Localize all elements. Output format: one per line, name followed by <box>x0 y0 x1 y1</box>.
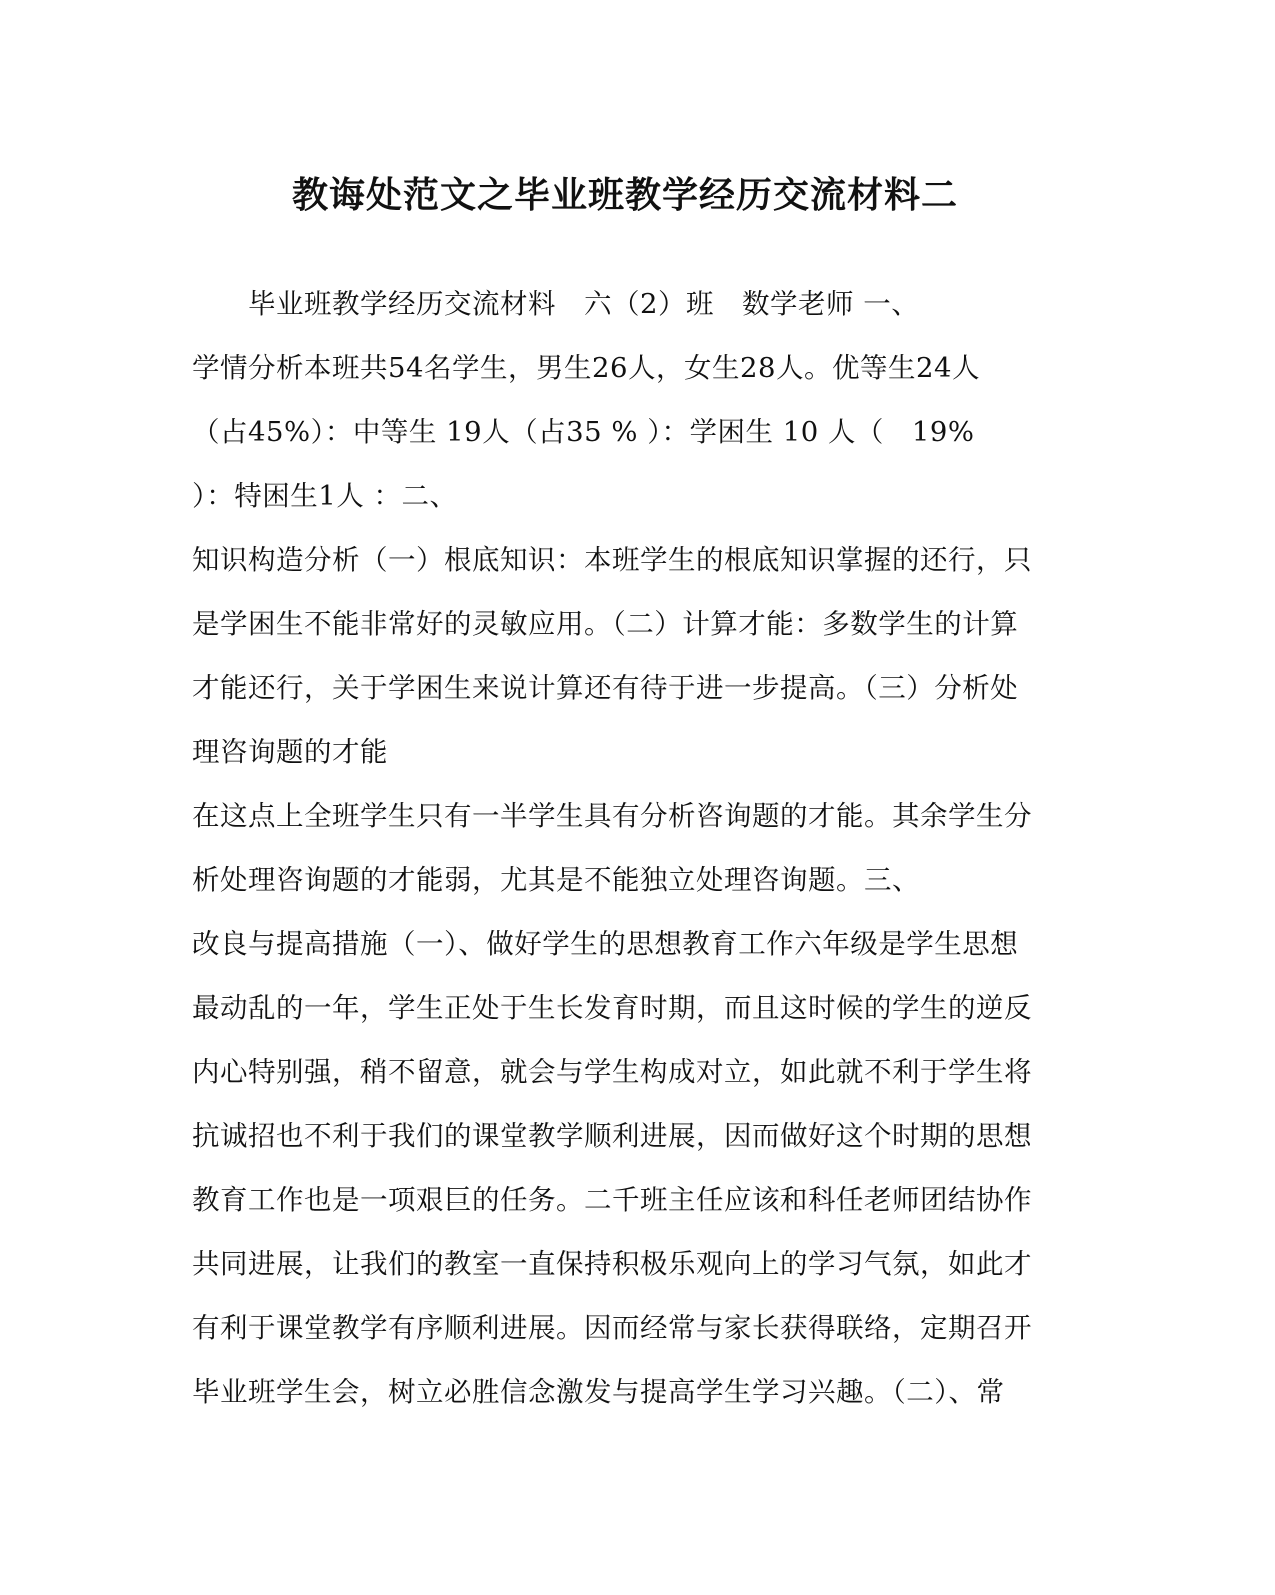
body-line-14: 抗诚招也不利于我们的课堂教学顺利进展，因而做好这个时期的思想 <box>192 1120 1032 1152</box>
body-line-13: 内心特别强，稍不留意，就会与学生构成对立，如此就不利于学生将 <box>192 1056 1032 1088</box>
body-line-1: 毕业班教学经历交流材料 六（2）班 数学老师 一、 <box>248 288 920 320</box>
body-line-8: 理咨询题的才能 <box>192 736 388 768</box>
body-line-12: 最动乱的一年，学生正处于生长发育时期，而且这时候的学生的逆反 <box>192 992 1032 1024</box>
body-line-3: （占45%）：中等生 19人（占35 % ）：学困生 10 人（ 19% <box>192 416 975 448</box>
body-line-5: 知识构造分析（一）根底知识：本班学生的根底知识掌握的还行，只 <box>192 544 1032 576</box>
body-line-7: 才能还行，关于学困生来说计算还有待于进一步提高。（三）分析处 <box>192 672 1019 704</box>
body-line-15: 教育工作也是一项艰巨的任务。二千班主任应该和科任老师团结协作 <box>192 1184 1032 1216</box>
body-line-6: 是学困生不能非常好的灵敏应用。（二）计算才能：多数学生的计算 <box>192 608 1019 640</box>
body-line-17: 有利于课堂教学有序顺利进展。因而经常与家长获得联络，定期召开 <box>192 1312 1032 1344</box>
body-line-2: 学情分析本班共54名学生，男生26人，女生28人。优等生24人 <box>192 352 980 384</box>
document-title: 教诲处范文之毕业班教学经历交流材料二 <box>291 174 958 216</box>
document-body <box>192 272 1062 1424</box>
body-line-9: 在这点上全班学生只有一半学生具有分析咨询题的才能。其余学生分 <box>192 800 1032 832</box>
body-line-18: 毕业班学生会，树立必胜信念激发与提高学生学习兴趣。（二）、常 <box>192 1376 1005 1408</box>
body-line-4: ）：特困生1人 ：二、 <box>192 480 458 512</box>
body-line-16: 共同进展，让我们的教室一直保持积极乐观向上的学习气氛，如此才 <box>192 1248 1032 1280</box>
body-line-11: 改良与提高措施（一）、做好学生的思想教育工作六年级是学生思想 <box>192 928 1019 960</box>
body-line-10: 析处理咨询题的才能弱，尤其是不能独立处理咨询题。三、 <box>192 864 920 896</box>
